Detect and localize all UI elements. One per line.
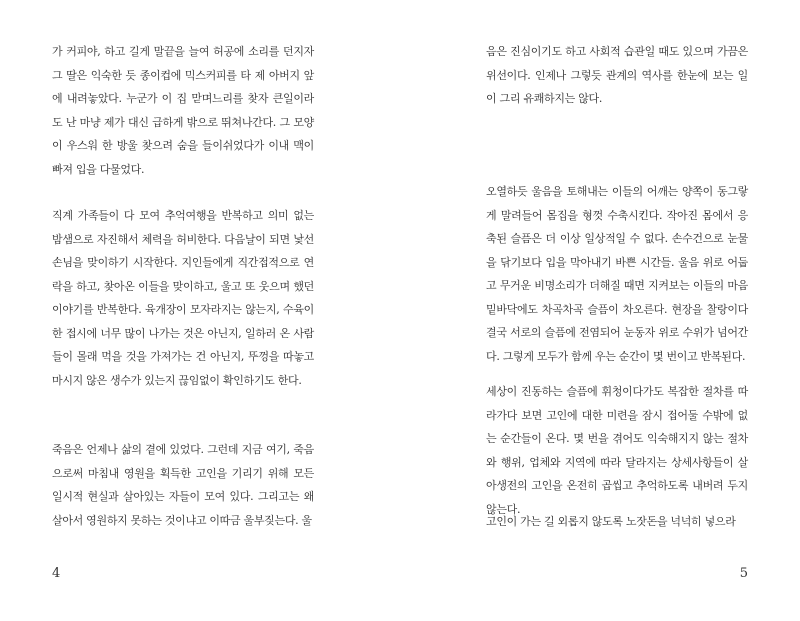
left-paragraph-1 [52,40,314,181]
left-paragraph-1-text: 가 커피야, 하고 길게 말끝을 늘여 허공에 소리를 던지자 그 딸은 익숙한 듯 종이컵에 믹스커피를 타 제 아버지 앞에 내려놓았다. 누군가 이 집 맏며느리를 찾자 큰일이라도 난 마냥 제가 대신 급하게 밖으로 뛰쳐나간다. 그 모양이 우스워 한 방울 찾으려 숨을 들이쉬었다가 이내 맥이 빠져 입을 다물었다. [52,45,314,176]
right-paragraph-3 [486,380,748,521]
left-paragraph-3 [52,438,314,532]
right-paragraph-4 [486,510,748,534]
left-paragraph-2 [52,204,314,392]
left-paragraph-3-text: 죽음은 언제나 삶의 곁에 있었다. 그런데 지금 여기, 죽음으로써 마침내 영원을 획득한 고인을 기리기 위해 모든 일시적 현실과 살아있는 자들이 모여 있다. 그리고는 왜 살아서 영원하지 못하는 것이냐고 이따금 울부짖는다. 울 [52,443,314,527]
left-paragraph-2-text: 직계 가족들이 다 모여 추억여행을 반복하고 의미 없는 밤샘으로 자진해서 체력을 허비한다. 다음날이 되면 낯선 손님을 맞이하기 시작한다. 지인들에게 직간접적으로 연락을 하고, 찾아온 이들을 맞이하고, 울고 또 웃으며 했던 이야기를 반복한다. 육개장이 모자라지는 않는지, 수육이 한 접시에 너무 많이 나가는 것은 아닌지, 일하러 온 사람들이 몰래 먹을 것을 가져가는 건 아닌지, 뚜껑을 따놓고 마시지 않은 생수가 있는지 끊임없이 확인하기도 한다. [52,209,314,387]
right-paragraph-4-text: 고인이 가는 길 외롭지 않도록 노잣돈을 넉넉히 넣으라 [486,515,736,528]
right-paragraph-2-text: 오열하듯 울음을 토해내는 이들의 어깨는 양쪽이 동그랗게 말려들어 몸집을 형껏 수축시킨다. 작아진 몸에서 응축된 슬픔은 더 이상 일상적일 수 없다. 손수건으로 눈물을 닦기보다 입을 막아내기 바쁜 시간들. 울음 위로 어둡고 무거운 비명소리가 더해질 때면 지켜보는 이들의 마음 밑바닥에도 차곡차곡 슬픔이 차오른다. 현장을 찰랑이다 결국 서로의 슬픔에 전염되어 눈동자 위로 수위가 넘어간다. 그렇게 모두가 함께 우는 순간이 몇 번이고 반복된다. [486,185,748,363]
right-paragraph-2 [486,180,748,368]
left-page-number: 4 [52,566,61,581]
right-page-number: 5 [739,566,748,581]
right-paragraph-1 [486,40,748,111]
right-page [400,0,800,621]
right-paragraph-1-text: 음은 진심이기도 하고 사회적 습관일 때도 있으며 가끔은 위선이다. 인제나 그렇듯 관계의 역사를 한눈에 보는 일이 그리 유쾌하지는 않다. [486,45,748,105]
right-paragraph-3-text: 세상이 진동하는 슬픔에 휘청이다가도 복잡한 절차를 따라가다 보면 고인에 대한 미련을 잠시 접어둘 수밖에 없는 순간들이 온다. 몇 번을 겪어도 익숙해지지 않는 절차와 행위, 업체와 지역에 따라 달라지는 상세사항들이 살아생전의 고인을 온전히 곱씹고 추억하도록 내버려 두지 않는다. [486,385,748,516]
